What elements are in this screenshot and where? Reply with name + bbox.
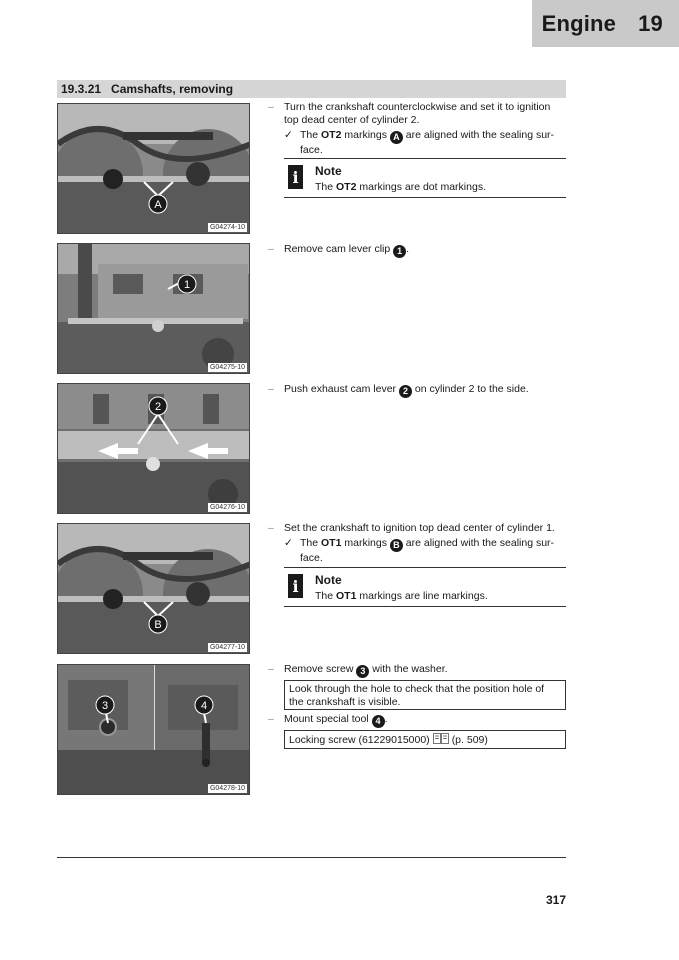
figure-code: G04274-10 xyxy=(209,224,245,231)
section-number: 19.3.21 xyxy=(61,82,102,96)
check-ot1-aligned: ✓ The OT1 markings B are aligned with the sealing sur-face. xyxy=(284,537,555,564)
step-marker: – xyxy=(268,101,274,113)
badge-4: 4 xyxy=(372,715,385,728)
ot1-label: OT1 xyxy=(321,537,342,549)
note-title: Note xyxy=(315,164,342,178)
figure-code: G04277-10 xyxy=(209,644,245,651)
chapter-tab xyxy=(532,0,679,47)
figure-code: G04276-10 xyxy=(209,504,245,511)
callout-3: 3 xyxy=(101,700,109,712)
info-box-check-hole: Look through the hole to check that the position hole of the crankshaft is visible. xyxy=(284,680,566,710)
tool-page-ref[interactable]: (p. 509) xyxy=(451,734,488,746)
figure-code: G04275-10 xyxy=(209,364,245,371)
step-turn-crankshaft xyxy=(268,101,566,127)
chapter-title: Engine xyxy=(541,10,617,36)
check-ot2-aligned: ✓ The OT2 markings A are aligned with the sealing sur-face. xyxy=(284,129,555,156)
step-marker: – xyxy=(268,383,274,395)
note-ot2 xyxy=(284,158,566,198)
chapter-number: 19 xyxy=(638,10,663,36)
note-title: Note xyxy=(315,573,342,587)
step-marker: – xyxy=(268,713,274,725)
info-icon: i xyxy=(288,574,303,598)
ot2-label: OT2 xyxy=(321,129,342,141)
badge-b: B xyxy=(390,539,403,552)
step-mount-special-tool: – Mount special tool 4 . xyxy=(268,713,388,726)
callout-a: A xyxy=(154,199,162,211)
step-push-exhaust-cam-lever: – Push exhaust cam lever 2 on cylinder 2 to the side. xyxy=(268,383,529,396)
check-icon: ✓ xyxy=(284,129,293,141)
note-text: The OT2 markings are dot markings. xyxy=(315,181,486,193)
info-box-locking-screw xyxy=(284,730,566,749)
step-marker: – xyxy=(268,522,274,534)
step-remove-screw: – Remove screw 3 with the washer. xyxy=(268,663,448,676)
step-remove-cam-lever-clip: – Remove cam lever clip 1 . xyxy=(268,243,410,256)
figure-exhaust-cam-lever xyxy=(57,383,250,514)
badge-2: 2 xyxy=(399,385,412,398)
page-number: 317 xyxy=(545,893,566,907)
badge-3: 3 xyxy=(356,665,369,678)
book-icon xyxy=(433,733,449,744)
section-header xyxy=(57,80,566,98)
tool-name: Locking screw (61229015000) xyxy=(289,734,430,746)
callout-4: 4 xyxy=(200,700,208,712)
figure-code: G04278-10 xyxy=(209,785,245,792)
figure-cam-lever-clip xyxy=(57,243,250,374)
callout-1: 1 xyxy=(183,279,191,291)
footer-divider xyxy=(57,857,566,858)
check-icon: ✓ xyxy=(284,537,293,549)
info-icon: i xyxy=(288,165,303,189)
callout-2: 2 xyxy=(154,401,162,413)
figure-camshaft-ot2 xyxy=(57,103,250,234)
step-set-crankshaft-cyl1 xyxy=(268,522,566,535)
step-marker: – xyxy=(268,663,274,675)
section-title: Camshafts, removing xyxy=(111,82,234,96)
note-ot1 xyxy=(284,567,566,607)
figure-camshaft-ot1 xyxy=(57,523,250,654)
badge-1: 1 xyxy=(393,245,406,258)
figure-screw-special-tool xyxy=(57,664,250,795)
step-marker: – xyxy=(268,243,274,255)
note-text: The OT1 markings are line markings. xyxy=(315,590,488,602)
badge-a: A xyxy=(390,131,403,144)
step-text: Set the crankshaft to ignition top dead center of cylinder 1. xyxy=(284,522,555,534)
step-text: Turn the crankshaft counterclockwise and set it to ignition top dead center of cylinder 2. xyxy=(284,101,551,126)
callout-b: B xyxy=(154,619,162,631)
